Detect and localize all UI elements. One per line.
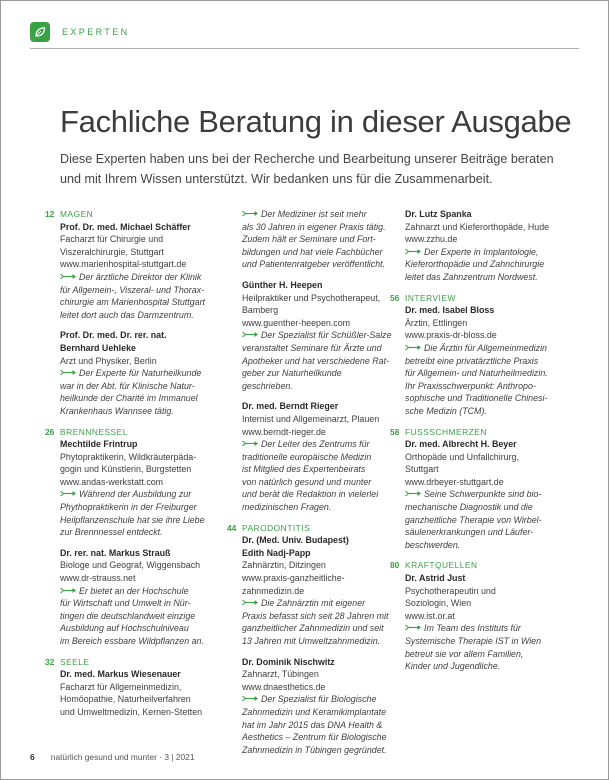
note-text: Zahnmedizin und Keramikimplantate [242, 706, 387, 717]
expert-note-line [60, 585, 230, 598]
expert-info: und Umweltmedizin, Kernen-Stetten [60, 706, 203, 717]
publication-info: natürlich gesund und munter · 3 | 2021 [50, 752, 195, 762]
topic-heading [227, 522, 394, 535]
expert-name: Dr. Lutz Spanka [405, 209, 472, 219]
expert-name: Dr. rer. nat. Markus Strauß [60, 547, 171, 558]
expert-note-line [242, 208, 394, 221]
expert-entry [60, 438, 230, 539]
expert-note-line [242, 501, 394, 514]
section-label: EXPERTEN [62, 27, 130, 37]
expert-entry [242, 534, 394, 647]
note-text: Der Experte in Implantologie, [424, 246, 539, 257]
expert-entry [60, 221, 230, 322]
expert-info: Arzt und Physiker, Berlin [60, 355, 157, 366]
note-text: Der Spezialist für Biologische [261, 694, 377, 705]
leaf-icon [30, 22, 50, 42]
expert-name: Dr. med. Markus Wiesenauer [60, 669, 181, 680]
note-text: und berät die Redaktion in vielerlei [242, 489, 379, 500]
topic-name: INTERVIEW [405, 292, 456, 303]
note-text: Die Zahnärztin mit eigener [261, 598, 366, 609]
expert-info: Zahnarzt und Kieferorthopäde, Hude [405, 221, 550, 232]
expert-info: Internist und Allgemeinarzt, Plauen [242, 413, 380, 424]
expert-note-line [405, 526, 561, 539]
expert-note-line [405, 514, 561, 527]
note-text: als 30 Jahren in eigener Praxis tätig. [242, 221, 386, 232]
note-text: für Allgemein-, Viszeral- und Thorax- [60, 284, 205, 295]
topic-heading [45, 426, 230, 439]
expert-name: Dr. med. Albrecht H. Beyer [405, 439, 517, 450]
expert-note-line [242, 597, 394, 610]
expert-note-line [405, 246, 561, 259]
expert-info: Viszeralchirurgie, Stuttgart [60, 246, 164, 257]
expert-column-2 [227, 208, 394, 756]
expert-note-line [242, 463, 394, 476]
note-text: medizinischen Fragen. [242, 502, 332, 513]
expert-name: Dr. Dominik Nischwitz [242, 656, 335, 667]
expert-name: Günther H. Heepen [242, 279, 323, 290]
arrow-icon [60, 273, 77, 280]
intro-text [60, 150, 560, 189]
topic-page-number: 26 [45, 426, 55, 437]
note-text: bildungen und hat viele Fachbücher [242, 246, 383, 257]
note-text: geber zur Naturheilkunde geschrieben. [242, 368, 342, 391]
expert-note-line [60, 514, 230, 527]
note-text: Kinder und Jugendliche. [405, 661, 501, 672]
note-text: für Wirtschaft und Umwelt in Nür- [60, 598, 191, 609]
expert-note-line [405, 501, 561, 514]
expert-note-line [60, 597, 230, 610]
arrow-icon [405, 344, 422, 351]
note-text: ist Mitglied des Expertenbeirats [242, 464, 366, 475]
expert-info: Homöopathie, Naturheilverfahren [60, 694, 191, 705]
expert-info: Heilpraktiker und Psychotherapeut, [242, 292, 381, 303]
note-text: Aesthetics – Zentrum für Biologische [242, 732, 387, 743]
expert-note-line [60, 309, 230, 322]
note-text: Der ärztliche Direktor der Klinik [79, 271, 202, 282]
expert-entry [405, 208, 561, 284]
note-text: tingen die deutschlandweit einzige [60, 610, 196, 621]
expert-note-line [405, 367, 561, 380]
expert-note-line [242, 438, 394, 451]
expert-name: Prof. Dr. med. Dr. rer. nat. [60, 330, 167, 341]
arrow-icon [242, 599, 259, 606]
topic-page-number: 44 [227, 522, 237, 533]
expert-note-line [405, 342, 561, 355]
section-header [30, 22, 130, 42]
expert-info: www.andas-werkstatt.com [60, 476, 164, 487]
topic-page-number: 58 [390, 426, 400, 437]
note-text: im Bereich essbare Wildpflanzen an. [60, 636, 204, 646]
header-divider [30, 48, 579, 49]
expert-note-line [242, 744, 394, 757]
expert-note-line [242, 693, 394, 706]
expert-note-line [60, 405, 230, 418]
expert-note-line [60, 501, 230, 514]
expert-column-1 [45, 208, 230, 719]
expert-note-line [405, 488, 561, 501]
page-footer [30, 752, 195, 762]
expert-note-line [242, 258, 394, 271]
expert-name: Bernhard Uehleke [60, 342, 136, 353]
intro-line: und mit Ihrem Wissen unterstützt. Wir bedanken uns für die Zusammenarbeit. [60, 171, 493, 186]
arrow-icon [242, 440, 259, 447]
note-text: Heilpflanzenschule hat sie ihre Liebe [60, 514, 205, 525]
note-text: Kieferorthopädie und Zahnchirurgie [405, 259, 545, 270]
expert-note-line [405, 648, 561, 661]
expert-entry [242, 279, 394, 392]
expert-note-line [405, 539, 561, 552]
expert-entry [242, 656, 394, 757]
expert-info: www.berndt-rieger.de [242, 426, 326, 437]
note-text: sche Medizin (TCM). [405, 405, 487, 416]
note-text: Im Team des Instituts für [424, 623, 521, 634]
note-text: Der Leiter des Zentrums für [261, 439, 370, 450]
expert-note-line [242, 488, 394, 501]
arrow-icon [242, 331, 259, 338]
expert-note-line [242, 719, 394, 732]
note-text: Zudem hält er Seminare und Fort- [242, 234, 376, 245]
arrow-icon [405, 248, 422, 255]
note-text: Phythopraktikerin in der Freiburger [60, 502, 197, 513]
expert-note-line [405, 258, 561, 271]
note-text: heilkunde der Charité im Immanuel [60, 393, 198, 404]
expert-note-line [242, 610, 394, 623]
expert-entry [405, 572, 561, 673]
note-text: betreut sie vor allem Familien, [405, 648, 524, 659]
note-text: Der Experte für Naturheilkunde [79, 368, 202, 379]
expert-name: Mechtilde Frintrup [60, 439, 138, 450]
expert-info: www.dr-strauss.net [60, 573, 136, 584]
note-text: chirurgie am Marienhospital Stuttgart [60, 297, 206, 308]
expert-note-line [242, 329, 394, 342]
expert-info: www.drbeyer-stuttgart.de [405, 476, 504, 487]
arrow-icon [405, 624, 422, 631]
expert-note-line [242, 355, 394, 368]
note-text: Zahnmedizin in Tübingen gegründet. [242, 744, 387, 755]
topic-name: PARODONTITIS [242, 522, 311, 533]
note-text: Der Spezialist für Schüßler-Salze [261, 330, 392, 341]
expert-info: Zahnarzt, Tübingen [242, 669, 319, 680]
note-text: ganzheitlicher Zahnmedizin und seit [242, 623, 384, 634]
expert-info: Zahnärztin, Ditzingen [242, 560, 326, 571]
note-text: Systemische Therapie IST in Wien [405, 636, 542, 646]
expert-note-line [242, 342, 394, 355]
note-text: Während der Ausbildung zur [79, 489, 192, 500]
note-text: Der Mediziner ist seit mehr [261, 209, 367, 219]
expert-note-line [242, 635, 394, 648]
expert-note-line [242, 246, 394, 259]
expert-column-3 [390, 208, 561, 673]
expert-info: www.praxis-ganzheitliche- [242, 573, 345, 584]
note-text: säulenerkrankungen und Läufer- [405, 527, 534, 538]
expert-note-line [60, 271, 230, 284]
topic-heading [390, 426, 561, 439]
expert-note-line [60, 392, 230, 405]
arrow-icon [60, 490, 77, 497]
expert-note-line [60, 526, 230, 539]
note-text: Praxis befasst sich seit 28 Jahren mit [242, 610, 389, 621]
note-text: war in der Abt. für Klinische Natur- [60, 380, 195, 391]
note-text: und Patientenratgeber veröffentlicht. [242, 259, 386, 270]
note-text: Apotheker und hat verschiedene Rat- [242, 355, 390, 366]
topic-page-number: 80 [390, 560, 400, 571]
expert-note-line [60, 367, 230, 380]
expert-note-line [405, 405, 561, 418]
topic-heading [45, 208, 230, 221]
expert-note-line [405, 355, 561, 368]
expert-info: Biologe und Geograf, Wiggensbach [60, 560, 201, 571]
expert-name: Prof. Dr. med. Michael Schäffer [60, 221, 191, 232]
expert-note-line [60, 635, 230, 648]
expert-info: Bamberg [242, 305, 279, 316]
note-text: Ihr Praxisschwerpunkt: Anthropo- [405, 380, 536, 391]
expert-note-line [242, 622, 394, 635]
note-text: Seine Schwerpunkte sind bio- [424, 489, 542, 500]
topic-name: MAGEN [60, 209, 94, 219]
expert-name: Dr. med. Isabel Bloss [405, 305, 495, 316]
topic-name: SEELE [60, 656, 90, 667]
expert-info: Stuttgart [405, 464, 439, 475]
expert-entry [405, 438, 561, 551]
topic-name: FUSSSCHMERZEN [405, 426, 487, 437]
note-text: sophische und Traditionelle Chinesi- [405, 393, 548, 404]
expert-info: gogin und Künstlerin, Burgstetten [60, 464, 192, 475]
expert-note-line [60, 488, 230, 501]
note-text: 13 Jahren mit Umweltzahnmedizin. [242, 636, 381, 646]
expert-note-line [405, 271, 561, 284]
topic-heading [390, 292, 561, 305]
expert-continuation [242, 208, 394, 271]
expert-info: Phytopraktikerin, Wildkräuterpäda- [60, 451, 197, 462]
expert-note-line [242, 476, 394, 489]
expert-note-line [405, 635, 561, 648]
note-text: betreibt eine privatärztliche Praxis [405, 355, 539, 366]
expert-note-line [242, 706, 394, 719]
expert-name: Edith Nadj-Papp [242, 547, 311, 558]
expert-note-line [405, 392, 561, 405]
note-text: ganzheitliche Therapie von Wirbel- [405, 514, 542, 525]
expert-info: www.zzhu.de [405, 234, 458, 245]
expert-entry [242, 400, 394, 513]
note-text: veranstaltet Seminare für Ärzte und [242, 342, 382, 353]
expert-entry [405, 304, 561, 417]
topic-page-number: 32 [45, 656, 55, 667]
expert-info: Ärztin, Ettlingen [405, 317, 468, 328]
note-text: Er bietet an der Hochschule [79, 585, 189, 596]
arrow-icon [60, 587, 77, 594]
expert-note-line [405, 660, 561, 673]
expert-info: www.dnaesthetics.de [242, 681, 326, 692]
expert-info: www.guenther-heepen.com [242, 317, 351, 328]
note-text: von natürlich gesund und munter [242, 476, 372, 487]
note-text: Ausbildung auf Hochschulniveau [60, 623, 189, 634]
expert-info: www.praxis-dr-bloss.de [405, 330, 497, 341]
expert-note-line [60, 296, 230, 309]
arrow-icon [242, 210, 259, 217]
expert-note-line [242, 367, 394, 392]
topic-page-number: 56 [390, 292, 400, 303]
note-text: Die Ärztin für Allgemeinmedizin [424, 342, 547, 353]
note-text: zur Brennnessel entdeckt. [60, 527, 163, 538]
expert-name: Dr. Astrid Just [405, 573, 466, 584]
note-text: hat im Jahr 2015 das DNA Health & [242, 719, 383, 730]
topic-name: BRENNNESSEL [60, 426, 128, 437]
note-text: beschwerden. [405, 539, 461, 550]
note-text: traditionelle europäische Medizin [242, 451, 372, 462]
note-text: leitet das Zahnzentrum Nordwest. [405, 271, 538, 282]
expert-info: zahnmedizin.de [242, 585, 305, 596]
expert-note-line [60, 622, 230, 635]
note-text: für Allgemein- und Naturheilmedizin. [405, 368, 548, 379]
expert-note-line [242, 221, 394, 234]
expert-note-line [405, 380, 561, 393]
expert-note-line [60, 610, 230, 623]
expert-note-line [60, 380, 230, 393]
expert-info: Facharzt für Chirurgie und [60, 234, 164, 245]
expert-info: Orthopäde und Unfallchirurg, [405, 451, 519, 462]
expert-entry [60, 668, 230, 718]
expert-info: Facharzt für Allgemeinmedizin, [60, 681, 182, 692]
note-text: Krankenhaus Wannsee tätig. [60, 405, 174, 416]
arrow-icon [242, 695, 259, 702]
expert-info: Psychotherapeutin und [405, 585, 496, 596]
expert-note-line [405, 622, 561, 635]
expert-entry [60, 329, 230, 417]
note-text: leitet dort auch das Darmzentrum. [60, 309, 194, 320]
expert-note-line [242, 731, 394, 744]
topic-page-number: 12 [45, 209, 55, 219]
expert-entry [60, 547, 230, 648]
topic-name: KRAFTQUELLEN [405, 560, 478, 571]
expert-info: www.ist.or.at [405, 610, 455, 621]
page-title: Fachliche Beratung in dieser Ausgabe [60, 104, 572, 139]
page-number: 6 [30, 752, 35, 762]
expert-info: www.marienhospital-stuttgart.de [60, 259, 187, 270]
topic-heading [390, 559, 561, 572]
expert-name: Dr. (Med. Univ. Budapest) [242, 535, 349, 546]
arrow-icon [405, 490, 422, 497]
expert-note-line [242, 233, 394, 246]
topic-heading [45, 656, 230, 669]
expert-note-line [242, 451, 394, 464]
expert-info: Soziologin, Wien [405, 598, 472, 609]
note-text: mechanische Diagnostik und die [405, 502, 533, 513]
arrow-icon [60, 369, 77, 376]
intro-line: Diese Experten haben uns bei der Recherche und Bearbeitung unserer Beiträge beraten [60, 152, 554, 166]
expert-name: Dr. med. Berndt Rieger [242, 401, 339, 412]
expert-note-line [60, 284, 230, 297]
